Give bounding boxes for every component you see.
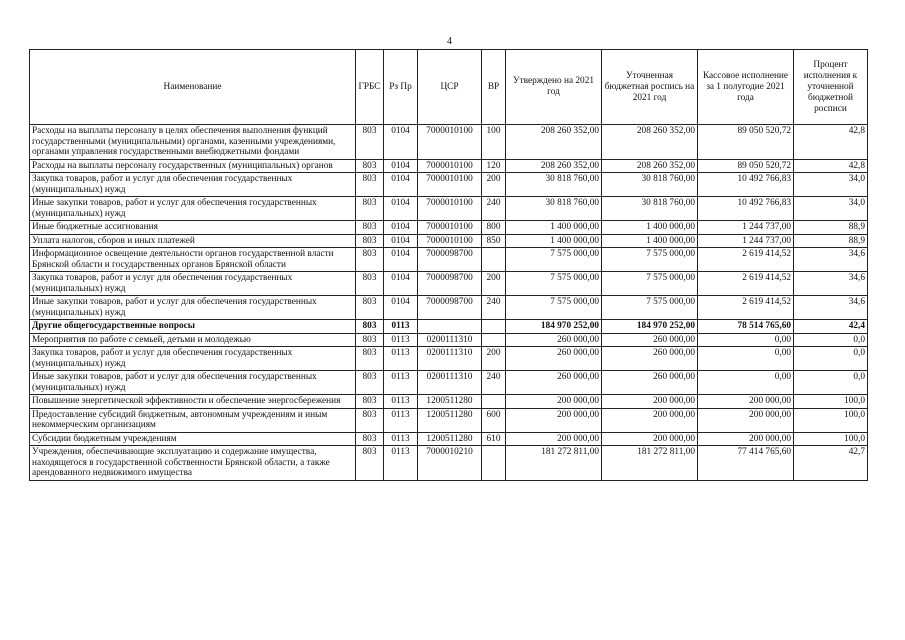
cell-vr: 240 (482, 197, 506, 221)
table-row (30, 173, 868, 197)
cell-cash: 89 050 520,72 (698, 125, 794, 160)
cell-vr (482, 446, 506, 481)
cell-vr (482, 395, 506, 409)
table-row (30, 395, 868, 409)
cell-name: Иные закупки товаров, работ и услуг для обеспечения государственных (муниципальных) нужд (30, 296, 356, 320)
header-grbs: ГРБС (356, 50, 384, 125)
cell-csr: 7000010100 (418, 234, 482, 248)
table-row (30, 159, 868, 173)
cell-cash: 200 000,00 (698, 432, 794, 446)
cell-vr: 100 (482, 125, 506, 160)
cell-vr (482, 320, 506, 334)
cell-cash: 1 244 737,00 (698, 234, 794, 248)
cell-approved: 260 000,00 (506, 371, 602, 395)
cell-grbs: 803 (356, 159, 384, 173)
cell-rzpr: 0113 (384, 446, 418, 481)
cell-vr: 240 (482, 371, 506, 395)
header-name: Наименование (30, 50, 356, 125)
cell-csr: 1200511280 (418, 432, 482, 446)
cell-csr: 7000098700 (418, 248, 482, 272)
cell-percent: 42,8 (794, 159, 868, 173)
cell-cash: 78 514 765,60 (698, 320, 794, 334)
table-row (30, 432, 868, 446)
table-row (30, 272, 868, 296)
cell-cash: 2 619 414,52 (698, 296, 794, 320)
cell-name: Расходы на выплаты персоналу государственных (муниципальных) органов (30, 159, 356, 173)
cell-name: Мероприятия по работе с семьей, детьми и молодежью (30, 333, 356, 347)
cell-rzpr: 0104 (384, 159, 418, 173)
cell-grbs: 803 (356, 272, 384, 296)
cell-vr: 800 (482, 221, 506, 235)
cell-cash: 0,00 (698, 333, 794, 347)
cell-approved: 181 272 811,00 (506, 446, 602, 481)
cell-rzpr: 0113 (384, 347, 418, 371)
cell-csr: 1200511280 (418, 395, 482, 409)
cell-revised: 200 000,00 (602, 395, 698, 409)
cell-approved: 260 000,00 (506, 347, 602, 371)
cell-rzpr: 0113 (384, 333, 418, 347)
cell-rzpr: 0104 (384, 197, 418, 221)
cell-csr: 7000010100 (418, 197, 482, 221)
cell-cash: 77 414 765,60 (698, 446, 794, 481)
cell-name: Уплата налогов, сборов и иных платежей (30, 234, 356, 248)
table-row (30, 248, 868, 272)
table-row (30, 347, 868, 371)
cell-name: Расходы на выплаты персоналу в целях обеспечения выполнения функций государственными (муниципальными) органами, казенными учреждениями, органами управления государственными внебюджетными фондами (30, 125, 356, 160)
cell-rzpr: 0104 (384, 296, 418, 320)
cell-rzpr: 0113 (384, 395, 418, 409)
header-approved: Утверждено на 2021 год (506, 50, 602, 125)
cell-approved: 7 575 000,00 (506, 248, 602, 272)
cell-csr: 1200511280 (418, 408, 482, 432)
cell-grbs: 803 (356, 173, 384, 197)
cell-cash: 0,00 (698, 347, 794, 371)
cell-name: Предоставление субсидий бюджетным, автономным учреждениям и иным некоммерческим организациям (30, 408, 356, 432)
budget-execution-table (29, 49, 868, 481)
cell-csr: 7000010100 (418, 173, 482, 197)
cell-grbs: 803 (356, 125, 384, 160)
cell-vr: 200 (482, 347, 506, 371)
cell-grbs: 803 (356, 221, 384, 235)
cell-csr: 0200111310 (418, 371, 482, 395)
cell-approved: 30 818 760,00 (506, 197, 602, 221)
cell-cash: 0,00 (698, 371, 794, 395)
table-header-row (30, 50, 868, 125)
cell-grbs: 803 (356, 296, 384, 320)
cell-revised: 260 000,00 (602, 347, 698, 371)
cell-approved: 184 970 252,00 (506, 320, 602, 334)
cell-grbs: 803 (356, 248, 384, 272)
table-row (30, 197, 868, 221)
cell-cash: 200 000,00 (698, 408, 794, 432)
cell-percent: 42,4 (794, 320, 868, 334)
header-cash: Кассовое исполнение за 1 полугодие 2021 года (698, 50, 794, 125)
cell-name: Повышение энергетической эффективности и обеспечение энергосбережения (30, 395, 356, 409)
table-row (30, 221, 868, 235)
cell-rzpr: 0104 (384, 221, 418, 235)
cell-revised: 200 000,00 (602, 408, 698, 432)
cell-csr (418, 320, 482, 334)
cell-vr (482, 333, 506, 347)
cell-percent: 34,6 (794, 248, 868, 272)
table-row (30, 320, 868, 334)
cell-name: Закупка товаров, работ и услуг для обеспечения государственных (муниципальных) нужд (30, 347, 356, 371)
cell-csr: 7000010210 (418, 446, 482, 481)
header-csr: ЦСР (418, 50, 482, 125)
cell-name: Иные бюджетные ассигнования (30, 221, 356, 235)
cell-grbs: 803 (356, 371, 384, 395)
table-row (30, 125, 868, 160)
cell-approved: 1 400 000,00 (506, 221, 602, 235)
cell-vr: 610 (482, 432, 506, 446)
cell-cash: 200 000,00 (698, 395, 794, 409)
cell-name: Закупка товаров, работ и услуг для обеспечения государственных (муниципальных) нужд (30, 173, 356, 197)
cell-rzpr: 0104 (384, 234, 418, 248)
table-body (30, 125, 868, 481)
cell-vr: 600 (482, 408, 506, 432)
cell-percent: 88,9 (794, 221, 868, 235)
cell-vr: 200 (482, 173, 506, 197)
cell-vr: 200 (482, 272, 506, 296)
cell-percent: 100,0 (794, 408, 868, 432)
cell-name: Другие общегосударственные вопросы (30, 320, 356, 334)
cell-name: Закупка товаров, работ и услуг для обеспечения государственных (муниципальных) нужд (30, 272, 356, 296)
cell-rzpr: 0113 (384, 432, 418, 446)
cell-grbs: 803 (356, 432, 384, 446)
cell-grbs: 803 (356, 197, 384, 221)
cell-csr: 0200111310 (418, 347, 482, 371)
cell-approved: 7 575 000,00 (506, 296, 602, 320)
cell-approved: 1 400 000,00 (506, 234, 602, 248)
cell-grbs: 803 (356, 347, 384, 371)
cell-grbs: 803 (356, 446, 384, 481)
cell-percent: 0,0 (794, 333, 868, 347)
cell-percent: 0,0 (794, 371, 868, 395)
header-vr: ВР (482, 50, 506, 125)
cell-revised: 30 818 760,00 (602, 173, 698, 197)
cell-approved: 200 000,00 (506, 408, 602, 432)
cell-approved: 200 000,00 (506, 432, 602, 446)
cell-revised: 7 575 000,00 (602, 296, 698, 320)
table-row (30, 234, 868, 248)
cell-approved: 7 575 000,00 (506, 272, 602, 296)
cell-grbs: 803 (356, 395, 384, 409)
cell-name: Субсидии бюджетным учреждениям (30, 432, 356, 446)
cell-csr: 7000010100 (418, 159, 482, 173)
header-revised: Уточненная бюджетная роспись на 2021 год (602, 50, 698, 125)
cell-revised: 208 260 352,00 (602, 159, 698, 173)
cell-approved: 260 000,00 (506, 333, 602, 347)
cell-percent: 34,0 (794, 173, 868, 197)
cell-approved: 30 818 760,00 (506, 173, 602, 197)
cell-rzpr: 0113 (384, 320, 418, 334)
cell-vr: 850 (482, 234, 506, 248)
cell-cash: 89 050 520,72 (698, 159, 794, 173)
cell-rzpr: 0113 (384, 371, 418, 395)
cell-name: Иные закупки товаров, работ и услуг для обеспечения государственных (муниципальных) нужд (30, 197, 356, 221)
cell-grbs: 803 (356, 333, 384, 347)
cell-percent: 42,8 (794, 125, 868, 160)
cell-revised: 260 000,00 (602, 371, 698, 395)
cell-percent: 42,7 (794, 446, 868, 481)
cell-rzpr: 0104 (384, 272, 418, 296)
cell-approved: 208 260 352,00 (506, 159, 602, 173)
cell-rzpr: 0113 (384, 408, 418, 432)
cell-revised: 1 400 000,00 (602, 221, 698, 235)
cell-percent: 34,0 (794, 197, 868, 221)
cell-grbs: 803 (356, 408, 384, 432)
table-row (30, 333, 868, 347)
cell-csr: 7000010100 (418, 125, 482, 160)
cell-percent: 34,6 (794, 296, 868, 320)
cell-rzpr: 0104 (384, 125, 418, 160)
cell-percent: 100,0 (794, 395, 868, 409)
cell-csr: 7000098700 (418, 272, 482, 296)
cell-revised: 200 000,00 (602, 432, 698, 446)
table-row (30, 408, 868, 432)
cell-revised: 184 970 252,00 (602, 320, 698, 334)
cell-name: Информационное освещение деятельности органов государственной власти Брянской области и государственных органов Брянской области (30, 248, 356, 272)
cell-revised: 7 575 000,00 (602, 248, 698, 272)
cell-csr: 7000098700 (418, 296, 482, 320)
cell-name: Иные закупки товаров, работ и услуг для обеспечения государственных (муниципальных) нужд (30, 371, 356, 395)
cell-approved: 208 260 352,00 (506, 125, 602, 160)
cell-revised: 7 575 000,00 (602, 272, 698, 296)
cell-csr: 0200111310 (418, 333, 482, 347)
cell-name: Учреждения, обеспечивающие эксплуатацию и содержание имущества, находящегося в государственной собственности Брянской области, а также арендованного недвижимого имущества (30, 446, 356, 481)
cell-approved: 200 000,00 (506, 395, 602, 409)
header-percent: Процент исполнения к уточненной бюджетной росписи (794, 50, 868, 125)
cell-cash: 10 492 766,83 (698, 173, 794, 197)
cell-revised: 208 260 352,00 (602, 125, 698, 160)
cell-rzpr: 0104 (384, 248, 418, 272)
cell-percent: 88,9 (794, 234, 868, 248)
cell-cash: 2 619 414,52 (698, 248, 794, 272)
table-row (30, 446, 868, 481)
header-rzpr: Рз Пр (384, 50, 418, 125)
cell-revised: 1 400 000,00 (602, 234, 698, 248)
cell-vr (482, 248, 506, 272)
cell-revised: 30 818 760,00 (602, 197, 698, 221)
cell-grbs: 803 (356, 234, 384, 248)
cell-percent: 100,0 (794, 432, 868, 446)
table-row (30, 296, 868, 320)
page-number: 4 (447, 36, 452, 47)
cell-revised: 181 272 811,00 (602, 446, 698, 481)
cell-cash: 10 492 766,83 (698, 197, 794, 221)
cell-grbs: 803 (356, 320, 384, 334)
cell-percent: 34,6 (794, 272, 868, 296)
cell-cash: 2 619 414,52 (698, 272, 794, 296)
cell-vr: 120 (482, 159, 506, 173)
table-row (30, 371, 868, 395)
cell-cash: 1 244 737,00 (698, 221, 794, 235)
cell-percent: 0,0 (794, 347, 868, 371)
cell-csr: 7000010100 (418, 221, 482, 235)
cell-rzpr: 0104 (384, 173, 418, 197)
cell-vr: 240 (482, 296, 506, 320)
cell-revised: 260 000,00 (602, 333, 698, 347)
